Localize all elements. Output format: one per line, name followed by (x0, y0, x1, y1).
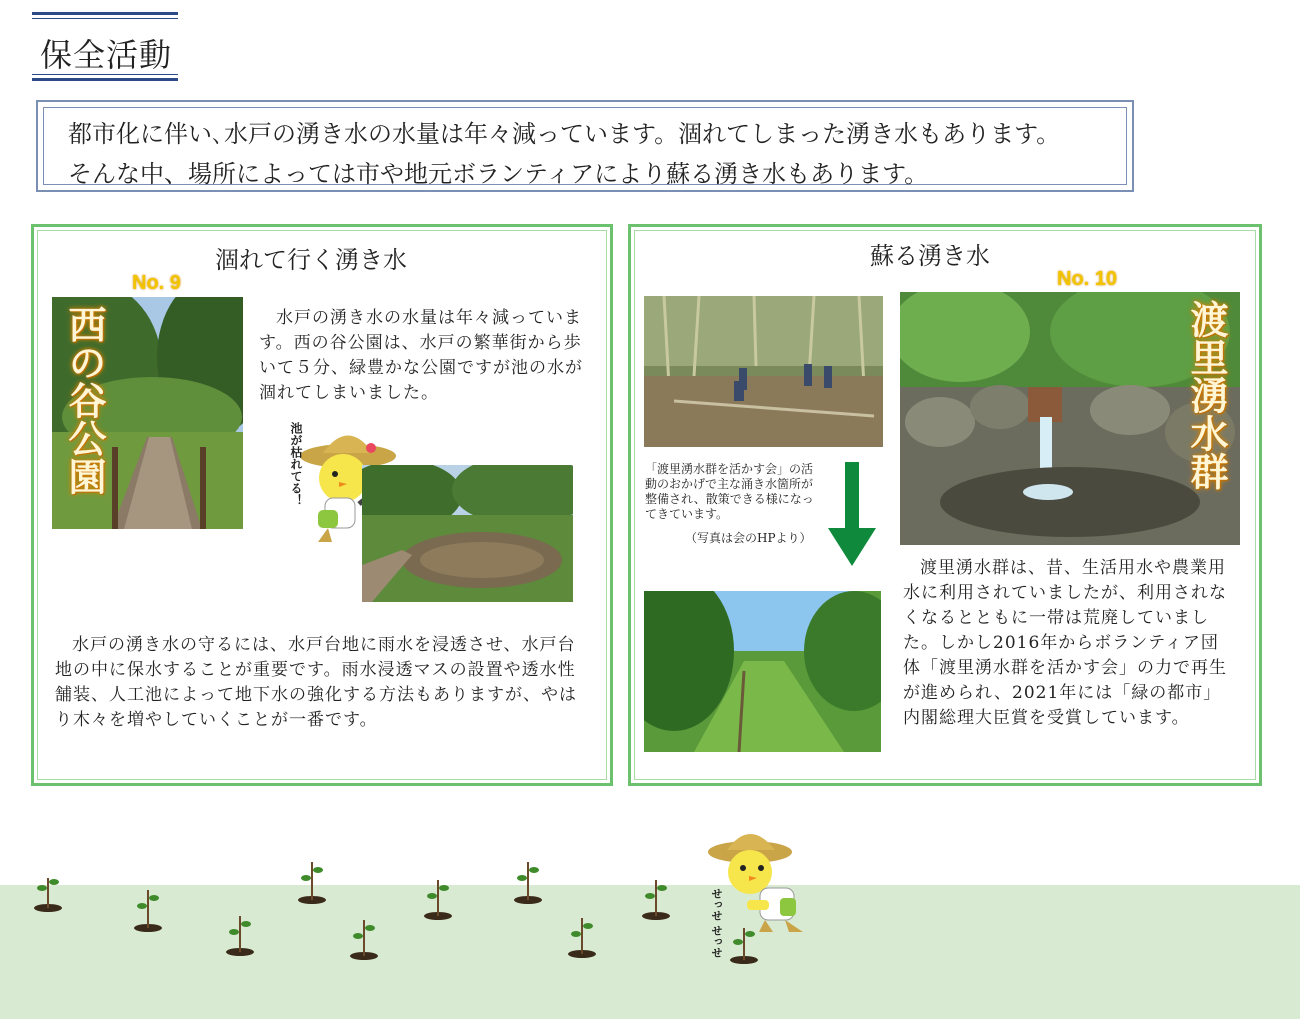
intro-line-2: そんな中、場所によっては市や地元ボランティアにより蘇る湧き水もあります。 (68, 160, 929, 188)
header-rule-top-thin (32, 18, 178, 19)
dried-pond-photo (362, 465, 573, 602)
left-paragraph-2: 水戸の湧き水の守るには、水戸台地に雨水を浸透させ、水戸台地の中に保水することが重要です。雨水浸透マスの設置や透水性舗装、人工池によって地下水の強化する方法もありますが、やはり木々を増やしていくことが一番です。 (55, 635, 577, 730)
page-title: 保全活動 (40, 36, 173, 74)
right-panel-title: 蘇る湧き水 (870, 242, 990, 270)
left-panel-title: 涸れて行く湧き水 (215, 246, 407, 274)
seedlings-illustration (0, 850, 1300, 1019)
volunteer-caption: 「渡里湧水群を活かす会」の活動のおかげで主な涌き水箇所が整備され、散策できる様になってきています。 (645, 462, 814, 521)
header-rule-top (32, 12, 178, 15)
intro-frame (36, 100, 1134, 192)
left-paragraph-1: 水戸の湧き水の水量は年々減っています。西の谷公園は、水戸の繁華街から歩いて５分、緑豊かな公園ですが池の水が涸れてしまいました。 (259, 308, 583, 403)
badge-no-10: No. 10 (1057, 268, 1118, 290)
header-rule-bottom-thin (32, 74, 178, 75)
watari-spring-label: 渡里湧水群 (1184, 300, 1229, 490)
mascot-sound: せっせ せっせ (710, 888, 723, 958)
nishinoya-park-label: 西の谷公園 (62, 305, 107, 495)
mascot-speech: 池が枯れてる！ (289, 422, 303, 506)
header-rule-bottom (32, 78, 178, 81)
badge-no-9: No. 9 (132, 272, 181, 294)
seedling-icon (34, 862, 758, 964)
restored-path-photo (644, 591, 881, 752)
intro-line-1: 都市化に伴い､水戸の湧き水の水量は年々減っています。涸れてしまった湧き水もあります。 (68, 120, 1061, 148)
down-arrow-icon (828, 462, 876, 566)
volunteer-caption-credit: （写真は会のHPより） (685, 531, 812, 545)
volunteer-activity-photo (644, 296, 883, 447)
right-paragraph: 渡里湧水群は、昔、生活用水や農業用水に利用されていましたが、利用されなくなるとともに一帯は荒廃していました。しかし2016年からボランティア団体「渡里湧水群を活かす会」の力で再生が進められ、2021年には「緑の都市」内閣総理大臣賞を受賞しています。 (903, 558, 1227, 728)
page-header (32, 12, 178, 82)
